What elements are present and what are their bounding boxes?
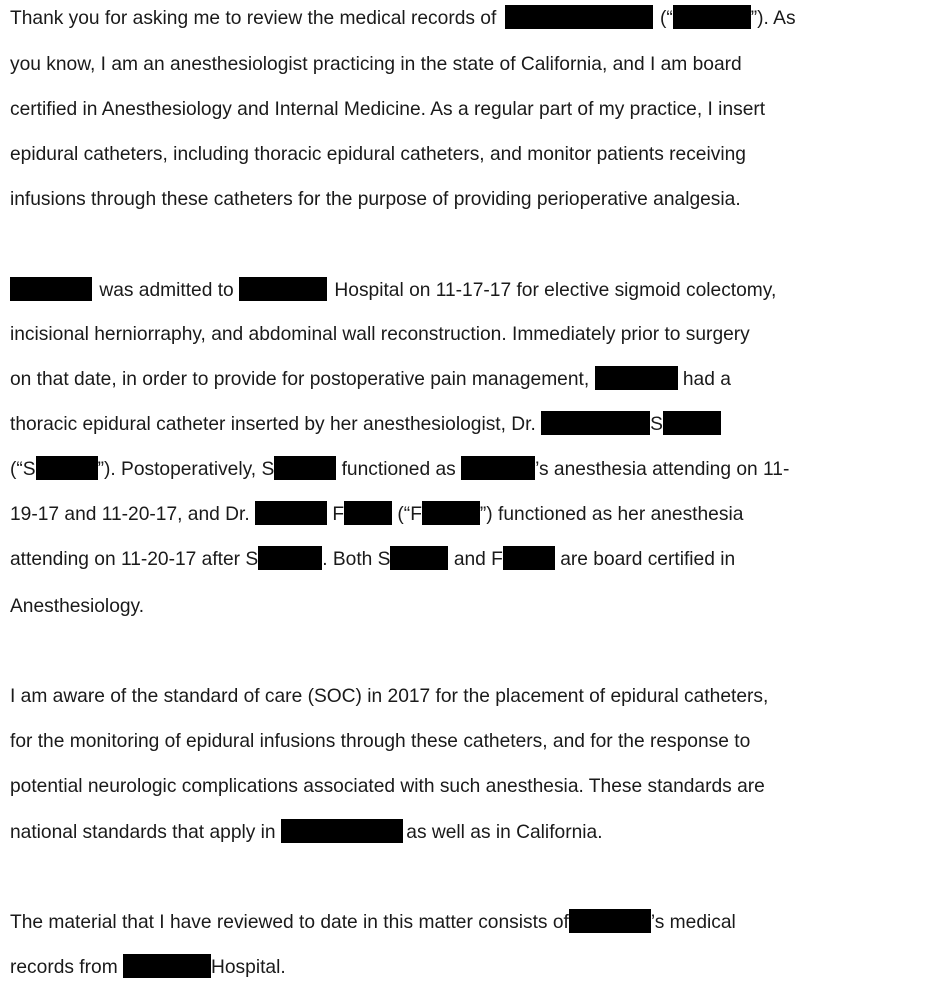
paragraph-2-line-7 [10, 545, 735, 575]
redaction-bar [390, 546, 448, 570]
redaction-bar [344, 501, 392, 525]
paragraph-3-line-3 [10, 772, 765, 802]
text-segment: and F [453, 549, 503, 570]
paragraph-3-line-4 [10, 818, 603, 848]
redaction-bar [36, 456, 98, 480]
paragraph-1-line-5 [10, 185, 741, 215]
text-segment: as well as in California. [406, 822, 603, 843]
text-segment: certified in Anesthesiology and Internal Medicine. As a regular part of my practice, I insert [10, 99, 766, 120]
text-segment: potential neurologic complications associated with such anesthesia. These standards are [10, 776, 765, 797]
redaction-bar [541, 411, 650, 435]
text-segment: epidural catheters, including thoracic epidural catheters, and monitor patients receiving [10, 144, 746, 165]
redaction-bar [255, 501, 327, 525]
paragraph-3-line-1 [10, 682, 768, 712]
paragraph-1-line-4 [10, 140, 746, 170]
redaction-bar [123, 954, 211, 978]
text-segment: Thank you for asking me to review the medical records of [10, 8, 497, 29]
redaction-bar [422, 501, 480, 525]
text-segment: functioned as [341, 459, 456, 480]
text-segment: F [332, 504, 345, 525]
text-segment: are board certified in [560, 549, 736, 570]
paragraph-2-line-5 [10, 455, 789, 485]
text-segment: (“F [397, 504, 422, 525]
text-segment: ’s anesthesia attending on 11- [535, 459, 790, 480]
text-segment: Anesthesiology. [10, 596, 145, 617]
text-segment: ”) functioned as her anesthesia [479, 504, 744, 525]
redaction-bar [663, 411, 721, 435]
redaction-bar [461, 456, 535, 480]
redaction-bar [281, 819, 403, 843]
paragraph-2-line-4 [10, 410, 721, 440]
text-segment: national standards that apply in [10, 822, 276, 843]
text-segment: Hospital. [211, 957, 286, 978]
text-segment: The material that I have reviewed to date in this matter consists of [10, 912, 569, 933]
redaction-bar [569, 909, 651, 933]
paragraph-4-line-1 [10, 908, 736, 938]
text-segment: records from [10, 957, 118, 978]
redaction-bar [239, 277, 327, 301]
text-segment: S [650, 414, 663, 435]
paragraph-2-line-2 [10, 320, 750, 350]
redaction-bar [10, 277, 92, 301]
text-segment: you know, I am an anesthesiologist practicing in the state of California, and I am board [10, 54, 742, 75]
redaction-bar [673, 5, 751, 29]
text-segment: for the monitoring of epidural infusions through these catheters, and for the response to [10, 731, 751, 752]
paragraph-2-line-6 [10, 500, 743, 530]
text-segment: 19-17 and 11-20-17, and Dr. [10, 504, 250, 525]
redaction-bar [503, 546, 555, 570]
text-segment: infusions through these catheters for the purpose of providing perioperative analgesia. [10, 189, 741, 210]
text-segment: ”). Postoperatively, S [97, 459, 275, 480]
text-segment: (“S [10, 459, 36, 480]
redaction-bar [595, 366, 678, 390]
text-segment: . Both S [322, 549, 391, 570]
redaction-bar [258, 546, 322, 570]
text-segment: ’s medical [650, 912, 736, 933]
paragraph-2-line-1 [10, 276, 776, 306]
text-segment: incisional herniorraphy, and abdominal wall reconstruction. Immediately prior to surgery [10, 324, 750, 345]
text-segment: ”). As [750, 8, 796, 29]
text-segment: on that date, in order to provide for postoperative pain management, [10, 369, 590, 390]
text-segment: Hospital on 11-17-17 for elective sigmoid colectomy, [334, 280, 777, 301]
text-segment: had a [682, 369, 731, 390]
paragraph-1-line-3 [10, 95, 765, 125]
text-segment: was admitted to [99, 280, 234, 301]
redaction-bar [505, 5, 653, 29]
paragraph-3-line-2 [10, 727, 750, 757]
text-segment: (“ [660, 8, 673, 29]
text-segment: I am aware of the standard of care (SOC) in 2017 for the placement of epidural catheters, [10, 686, 769, 707]
paragraph-4-line-2 [10, 953, 286, 983]
paragraph-2-line-8 [10, 592, 144, 622]
redaction-bar [274, 456, 336, 480]
paragraph-1-line-1 [10, 4, 796, 34]
paragraph-1-line-2 [10, 50, 742, 80]
text-segment: attending on 11-20-17 after S [10, 549, 259, 570]
paragraph-2-line-3 [10, 365, 731, 395]
text-segment: thoracic epidural catheter inserted by her anesthesiologist, Dr. [10, 414, 536, 435]
